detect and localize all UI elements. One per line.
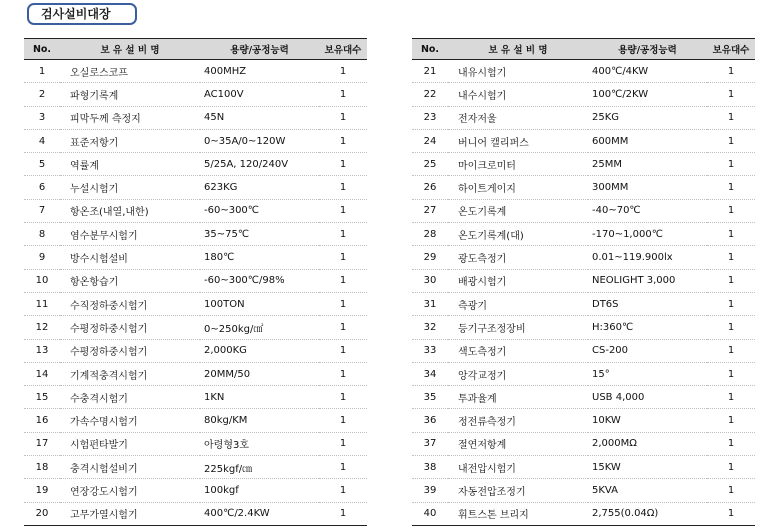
cell-qty: 1: [319, 316, 367, 339]
cell-name: 광도측정기: [448, 246, 588, 269]
table-row: [24, 176, 367, 199]
table-row: [412, 479, 755, 502]
cell-no: 37: [412, 432, 448, 455]
table-row: [412, 339, 755, 362]
cell-no: 29: [412, 246, 448, 269]
table-row: [24, 456, 367, 479]
cell-name: 등기구조정장비: [448, 316, 588, 339]
cell-no: 5: [24, 153, 60, 176]
header-qty: 보유대수: [319, 39, 367, 60]
cell-qty: 1: [707, 362, 755, 385]
cell-name: 내전압시험기: [448, 456, 588, 479]
cell-no: 10: [24, 269, 60, 292]
table-row: [24, 362, 367, 385]
header-capacity: 용량/공정능력: [588, 39, 707, 60]
equipment-table-right: [412, 38, 755, 526]
cell-capacity: 400℃/4KW: [588, 60, 707, 83]
table-row: [24, 269, 367, 292]
cell-qty: 1: [319, 60, 367, 83]
cell-qty: 1: [319, 269, 367, 292]
table-row: [24, 106, 367, 129]
cell-capacity: 600MM: [588, 129, 707, 152]
cell-capacity: 25MM: [588, 153, 707, 176]
cell-qty: 1: [707, 292, 755, 315]
cell-capacity: 100℃/2KW: [588, 83, 707, 106]
cell-no: 21: [412, 60, 448, 83]
cell-name: 측광기: [448, 292, 588, 315]
cell-qty: 1: [707, 199, 755, 222]
cell-name: 수충격시험기: [60, 386, 200, 409]
cell-no: 27: [412, 199, 448, 222]
table-row: [412, 176, 755, 199]
table-row: [24, 432, 367, 455]
table-row: [24, 60, 367, 83]
cell-no: 38: [412, 456, 448, 479]
table-row: [24, 292, 367, 315]
table-row: [412, 409, 755, 432]
cell-name: 수평정하중시험기: [60, 316, 200, 339]
cell-qty: 1: [707, 106, 755, 129]
table-row: [24, 153, 367, 176]
cell-qty: 1: [707, 246, 755, 269]
cell-capacity: 100TON: [200, 292, 319, 315]
cell-no: 2: [24, 83, 60, 106]
cell-qty: 1: [707, 153, 755, 176]
cell-name: 표준저항기: [60, 129, 200, 152]
cell-capacity: 20MM/50: [200, 362, 319, 385]
cell-no: 28: [412, 223, 448, 246]
table-row: [412, 106, 755, 129]
cell-name: 투과율계: [448, 386, 588, 409]
cell-capacity: H:360℃: [588, 316, 707, 339]
cell-qty: 1: [319, 409, 367, 432]
cell-name: 휘트스톤 브리지: [448, 502, 588, 525]
cell-name: 오실로스코프: [60, 60, 200, 83]
cell-no: 3: [24, 106, 60, 129]
cell-capacity: DT6S: [588, 292, 707, 315]
cell-capacity: NEOLIGHT 3,000: [588, 269, 707, 292]
header-name: 보 유 설 비 명: [60, 39, 200, 60]
cell-name: 파형기록계: [60, 83, 200, 106]
cell-capacity: 80kg/KM: [200, 409, 319, 432]
table-row: [24, 479, 367, 502]
table-row: [412, 502, 755, 525]
cell-capacity: 15KW: [588, 456, 707, 479]
cell-qty: 1: [319, 246, 367, 269]
table-row: [24, 339, 367, 362]
cell-name: 정전류측정기: [448, 409, 588, 432]
cell-no: 1: [24, 60, 60, 83]
table-row: [24, 83, 367, 106]
cell-qty: 1: [707, 456, 755, 479]
header-no: No.: [412, 39, 448, 60]
cell-capacity: 2,755(0.04Ω): [588, 502, 707, 525]
cell-no: 35: [412, 386, 448, 409]
cell-capacity: 45N: [200, 106, 319, 129]
table-row: [412, 432, 755, 455]
cell-no: 8: [24, 223, 60, 246]
table-row: [412, 199, 755, 222]
table-row: [412, 129, 755, 152]
cell-name: 염수분무시험기: [60, 223, 200, 246]
cell-no: 19: [24, 479, 60, 502]
cell-no: 16: [24, 409, 60, 432]
cell-qty: 1: [319, 339, 367, 362]
cell-name: 온도기록계(대): [448, 223, 588, 246]
cell-name: 피막두께 측정지: [60, 106, 200, 129]
cell-name: 충격시험설비기: [60, 456, 200, 479]
cell-no: 31: [412, 292, 448, 315]
table-row: [412, 292, 755, 315]
table-header-row: [24, 39, 367, 60]
cell-no: 11: [24, 292, 60, 315]
cell-name: 수평정하중시험기: [60, 339, 200, 362]
table-row: [412, 246, 755, 269]
cell-name: 자동전압조정기: [448, 479, 588, 502]
cell-qty: 1: [319, 106, 367, 129]
cell-qty: 1: [319, 386, 367, 409]
table-row: [412, 362, 755, 385]
table-row: [24, 409, 367, 432]
cell-qty: 1: [707, 223, 755, 246]
cell-capacity: 35~75℃: [200, 223, 319, 246]
cell-no: 25: [412, 153, 448, 176]
cell-no: 18: [24, 456, 60, 479]
table-row: [24, 316, 367, 339]
cell-qty: 1: [319, 83, 367, 106]
cell-capacity: 0~250kg/㎠: [200, 316, 319, 339]
cell-capacity: 10KW: [588, 409, 707, 432]
equipment-table-left: [24, 38, 367, 526]
cell-name: 누설시험기: [60, 176, 200, 199]
cell-no: 4: [24, 129, 60, 152]
cell-no: 6: [24, 176, 60, 199]
table-row: [412, 386, 755, 409]
table-row: [24, 386, 367, 409]
cell-qty: 1: [707, 176, 755, 199]
cell-name: 온도기록계: [448, 199, 588, 222]
cell-no: 39: [412, 479, 448, 502]
cell-capacity: AC100V: [200, 83, 319, 106]
cell-name: 연장강도시험기: [60, 479, 200, 502]
table-row: [24, 199, 367, 222]
header-qty: 보유대수: [707, 39, 755, 60]
cell-capacity: USB 4,000: [588, 386, 707, 409]
cell-capacity: -60~300℃/98%: [200, 269, 319, 292]
cell-capacity: 400℃/2.4KW: [200, 502, 319, 525]
header-no: No.: [24, 39, 60, 60]
cell-name: 버니어 캘리퍼스: [448, 129, 588, 152]
cell-capacity: 25KG: [588, 106, 707, 129]
cell-capacity: 0.01~119.900lx: [588, 246, 707, 269]
cell-no: 40: [412, 502, 448, 525]
cell-qty: 1: [707, 479, 755, 502]
cell-qty: 1: [319, 479, 367, 502]
cell-qty: 1: [319, 199, 367, 222]
cell-capacity: 2,000KG: [200, 339, 319, 362]
cell-qty: 1: [707, 386, 755, 409]
header-name: 보 유 설 비 명: [448, 39, 588, 60]
cell-no: 12: [24, 316, 60, 339]
cell-qty: 1: [707, 316, 755, 339]
cell-qty: 1: [319, 176, 367, 199]
header-capacity: 용량/공정능력: [200, 39, 319, 60]
table-row: [24, 223, 367, 246]
table-row: [412, 223, 755, 246]
cell-capacity: 100kgf: [200, 479, 319, 502]
cell-qty: 1: [707, 432, 755, 455]
cell-name: 수직정하중시험기: [60, 292, 200, 315]
cell-name: 내수시험기: [448, 83, 588, 106]
table-row: [412, 153, 755, 176]
cell-capacity: -40~70℃: [588, 199, 707, 222]
cell-capacity: 623KG: [200, 176, 319, 199]
cell-no: 14: [24, 362, 60, 385]
cell-capacity: 300MM: [588, 176, 707, 199]
cell-no: 36: [412, 409, 448, 432]
cell-qty: 1: [319, 432, 367, 455]
cell-no: 15: [24, 386, 60, 409]
cell-no: 7: [24, 199, 60, 222]
table-row: [24, 246, 367, 269]
cell-capacity: 아령형3호: [200, 432, 319, 455]
cell-no: 32: [412, 316, 448, 339]
table-row: [24, 502, 367, 525]
cell-name: 배광시험기: [448, 269, 588, 292]
cell-qty: 1: [319, 129, 367, 152]
cell-name: 역률계: [60, 153, 200, 176]
table-row: [412, 269, 755, 292]
cell-no: 22: [412, 83, 448, 106]
cell-capacity: 2,000MΩ: [588, 432, 707, 455]
cell-no: 30: [412, 269, 448, 292]
table-row: [412, 83, 755, 106]
cell-capacity: 5/25A, 120/240V: [200, 153, 319, 176]
cell-capacity: CS-200: [588, 339, 707, 362]
cell-capacity: 225kgf/㎝: [200, 456, 319, 479]
cell-name: 전자저울: [448, 106, 588, 129]
cell-name: 앙각교정기: [448, 362, 588, 385]
cell-name: 항온조(내열,내한): [60, 199, 200, 222]
cell-no: 24: [412, 129, 448, 152]
cell-name: 하이트게이지: [448, 176, 588, 199]
cell-name: 절연저항계: [448, 432, 588, 455]
cell-capacity: 1KN: [200, 386, 319, 409]
table-row: [412, 316, 755, 339]
cell-name: 기계적충격시험기: [60, 362, 200, 385]
table-row: [24, 129, 367, 152]
cell-qty: 1: [319, 502, 367, 525]
cell-capacity: 5KVA: [588, 479, 707, 502]
table-row: [412, 60, 755, 83]
cell-name: 내유시험기: [448, 60, 588, 83]
cell-name: 색도측정기: [448, 339, 588, 362]
cell-name: 가속수명시험기: [60, 409, 200, 432]
cell-capacity: -170~1,000℃: [588, 223, 707, 246]
cell-no: 17: [24, 432, 60, 455]
cell-qty: 1: [319, 456, 367, 479]
cell-no: 26: [412, 176, 448, 199]
cell-qty: 1: [707, 409, 755, 432]
cell-qty: 1: [707, 502, 755, 525]
cell-qty: 1: [707, 60, 755, 83]
cell-no: 33: [412, 339, 448, 362]
cell-no: 20: [24, 502, 60, 525]
cell-no: 9: [24, 246, 60, 269]
cell-qty: 1: [319, 223, 367, 246]
cell-name: 고무가열시험기: [60, 502, 200, 525]
cell-capacity: -60~300℃: [200, 199, 319, 222]
cell-qty: 1: [707, 129, 755, 152]
cell-qty: 1: [707, 83, 755, 106]
cell-qty: 1: [319, 362, 367, 385]
table-header-row: [412, 39, 755, 60]
cell-qty: 1: [319, 292, 367, 315]
cell-qty: 1: [707, 269, 755, 292]
cell-capacity: 15°: [588, 362, 707, 385]
cell-no: 13: [24, 339, 60, 362]
page-title: 검사설비대장: [27, 3, 137, 25]
cell-name: 마이크로미터: [448, 153, 588, 176]
cell-qty: 1: [707, 339, 755, 362]
cell-name: 방수시험설비: [60, 246, 200, 269]
table-row: [412, 456, 755, 479]
cell-name: 항온항습기: [60, 269, 200, 292]
cell-name: 시험펀타발기: [60, 432, 200, 455]
cell-capacity: 0~35A/0~120W: [200, 129, 319, 152]
cell-capacity: 180℃: [200, 246, 319, 269]
cell-no: 34: [412, 362, 448, 385]
cell-qty: 1: [319, 153, 367, 176]
cell-capacity: 400MHZ: [200, 60, 319, 83]
cell-no: 23: [412, 106, 448, 129]
